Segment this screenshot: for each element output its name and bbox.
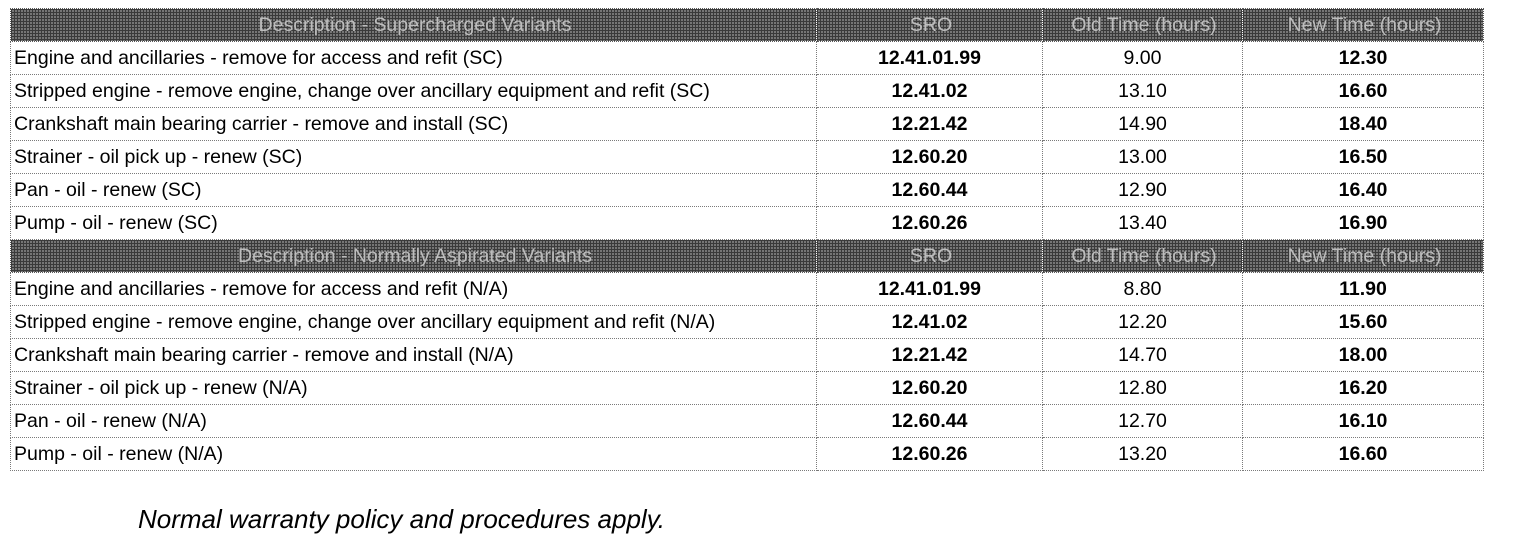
column-header-old-time: Old Time (hours)	[1043, 9, 1243, 42]
cell-new-time: 18.00	[1243, 339, 1484, 372]
cell-description: Pan - oil - renew (N/A)	[11, 405, 817, 438]
cell-description: Pan - oil - renew (SC)	[11, 174, 817, 207]
cell-sro: 12.41.01.99	[817, 42, 1043, 75]
cell-sro: 12.41.02	[817, 306, 1043, 339]
cell-description: Crankshaft main bearing carrier - remove and install (SC)	[11, 108, 817, 141]
cell-description: Stripped engine - remove engine, change over ancillary equipment and refit (N/A)	[11, 306, 817, 339]
cell-new-time: 16.90	[1243, 207, 1484, 240]
table-row	[11, 75, 1484, 108]
cell-new-time: 15.60	[1243, 306, 1484, 339]
cell-description: Stripped engine - remove engine, change over ancillary equipment and refit (SC)	[11, 75, 817, 108]
table-row	[11, 339, 1484, 372]
table-row	[11, 42, 1484, 75]
table-row	[11, 108, 1484, 141]
column-header-new-time: New Time (hours)	[1243, 9, 1484, 42]
section-header-normally-aspirated	[11, 240, 1484, 273]
cell-old-time: 14.70	[1043, 339, 1243, 372]
cell-new-time: 16.50	[1243, 141, 1484, 174]
cell-description: Pump - oil - renew (SC)	[11, 207, 817, 240]
table-row	[11, 174, 1484, 207]
cell-old-time: 13.00	[1043, 141, 1243, 174]
table-row	[11, 405, 1484, 438]
cell-new-time: 16.60	[1243, 75, 1484, 108]
column-header-description: Description - Supercharged Variants	[11, 9, 817, 42]
cell-old-time: 13.40	[1043, 207, 1243, 240]
section-header-supercharged	[11, 9, 1484, 42]
cell-new-time: 16.60	[1243, 438, 1484, 471]
column-header-new-time: New Time (hours)	[1243, 240, 1484, 273]
table-row	[11, 273, 1484, 306]
cell-description: Crankshaft main bearing carrier - remove and install (N/A)	[11, 339, 817, 372]
cell-old-time: 12.20	[1043, 306, 1243, 339]
cell-old-time: 12.80	[1043, 372, 1243, 405]
cell-old-time: 12.90	[1043, 174, 1243, 207]
cell-new-time: 16.20	[1243, 372, 1484, 405]
cell-sro: 12.60.44	[817, 405, 1043, 438]
cell-old-time: 9.00	[1043, 42, 1243, 75]
column-header-sro: SRO	[817, 240, 1043, 273]
cell-sro: 12.60.26	[817, 207, 1043, 240]
cell-old-time: 13.10	[1043, 75, 1243, 108]
cell-description: Engine and ancillaries - remove for access and refit (N/A)	[11, 273, 817, 306]
cell-new-time: 11.90	[1243, 273, 1484, 306]
cell-sro: 12.21.42	[817, 108, 1043, 141]
cell-sro: 12.41.01.99	[817, 273, 1043, 306]
cell-old-time: 14.90	[1043, 108, 1243, 141]
cell-sro: 12.60.20	[817, 141, 1043, 174]
cell-sro: 12.60.26	[817, 438, 1043, 471]
cell-new-time: 16.40	[1243, 174, 1484, 207]
cell-new-time: 12.30	[1243, 42, 1484, 75]
table-row	[11, 306, 1484, 339]
cell-sro: 12.60.20	[817, 372, 1043, 405]
cell-description: Pump - oil - renew (N/A)	[11, 438, 817, 471]
cell-new-time: 18.40	[1243, 108, 1484, 141]
cell-old-time: 12.70	[1043, 405, 1243, 438]
table-row	[11, 372, 1484, 405]
column-header-old-time: Old Time (hours)	[1043, 240, 1243, 273]
repair-times-table	[10, 8, 1484, 471]
column-header-sro: SRO	[817, 9, 1043, 42]
table-row	[11, 438, 1484, 471]
cell-old-time: 13.20	[1043, 438, 1243, 471]
cell-sro: 12.41.02	[817, 75, 1043, 108]
cell-old-time: 8.80	[1043, 273, 1243, 306]
cell-new-time: 16.10	[1243, 405, 1484, 438]
cell-sro: 12.21.42	[817, 339, 1043, 372]
cell-description: Strainer - oil pick up - renew (N/A)	[11, 372, 817, 405]
cell-sro: 12.60.44	[817, 174, 1043, 207]
repair-times-sheet	[10, 8, 1483, 471]
cell-description: Engine and ancillaries - remove for access and refit (SC)	[11, 42, 817, 75]
warranty-note: Normal warranty policy and procedures apply.	[138, 504, 665, 534]
cell-description: Strainer - oil pick up - renew (SC)	[11, 141, 817, 174]
column-header-description: Description - Normally Aspirated Variants	[11, 240, 817, 273]
table-row	[11, 207, 1484, 240]
table-row	[11, 141, 1484, 174]
